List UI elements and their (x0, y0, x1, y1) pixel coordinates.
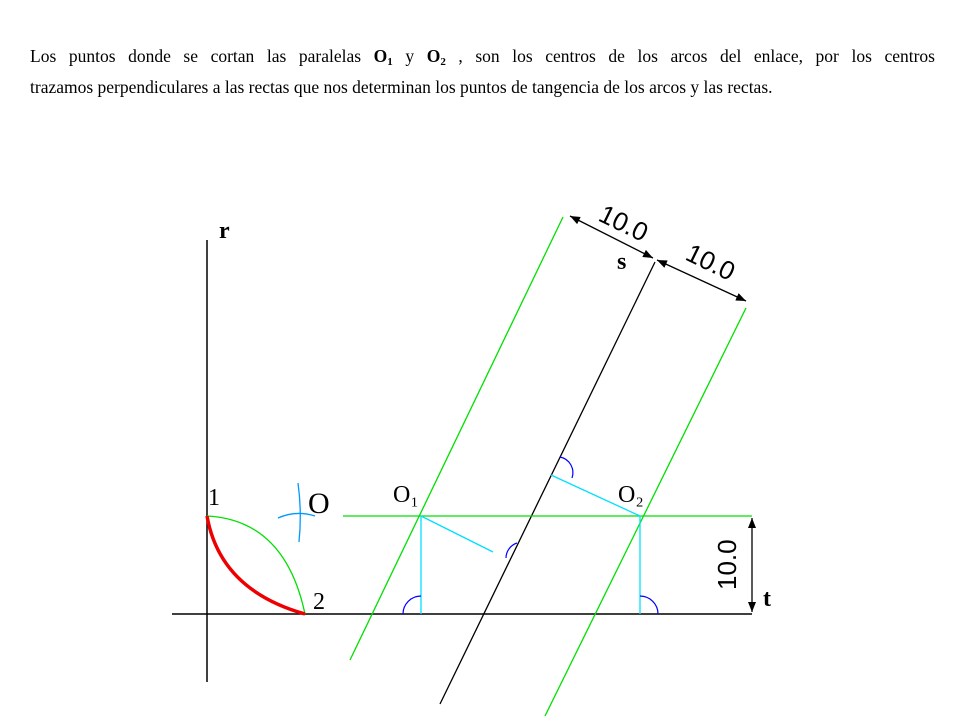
o1-reference: $O_1$ (373, 46, 393, 68)
label-line-t: t (763, 586, 771, 612)
o2-reference: $O_2$ (426, 46, 446, 68)
label-center-O1: O₁ (393, 482, 419, 508)
parallel-left-green (350, 217, 563, 660)
label-point-2: 2 (313, 589, 325, 615)
caption-text-1: Los puntos donde se cortan las paralelas (30, 46, 374, 66)
label-center-O2: O₂ (618, 482, 644, 508)
right-angle-mark-o2-t (640, 596, 658, 614)
label-line-s: s (617, 249, 627, 275)
parallel-right-green (545, 308, 746, 716)
dimension-text-right: 10.0 (681, 237, 741, 287)
right-angle-mark-o1-t (403, 596, 421, 614)
perpendicular-o1-s (421, 516, 493, 552)
dimension-text-vertical: 10.0 (712, 539, 742, 590)
label-line-r: r (219, 218, 230, 244)
caption-text-2: , son los centros de los arcos del enlace, por los centros (445, 46, 935, 66)
label-point-1: 1 (208, 485, 220, 511)
right-angle-mark-o2-s (560, 457, 573, 478)
caption-conjunction: y (392, 46, 427, 66)
label-point-O: O (308, 487, 330, 520)
construction-arc-green (207, 516, 305, 614)
compass-arc-vertical (298, 483, 300, 542)
dimension-text-left: 10.0 (594, 198, 654, 248)
caption-line-2: trazamos perpendiculares a las rectas que nos determinan los puntos de tangencia de los arcos y las rectas. (30, 77, 773, 97)
